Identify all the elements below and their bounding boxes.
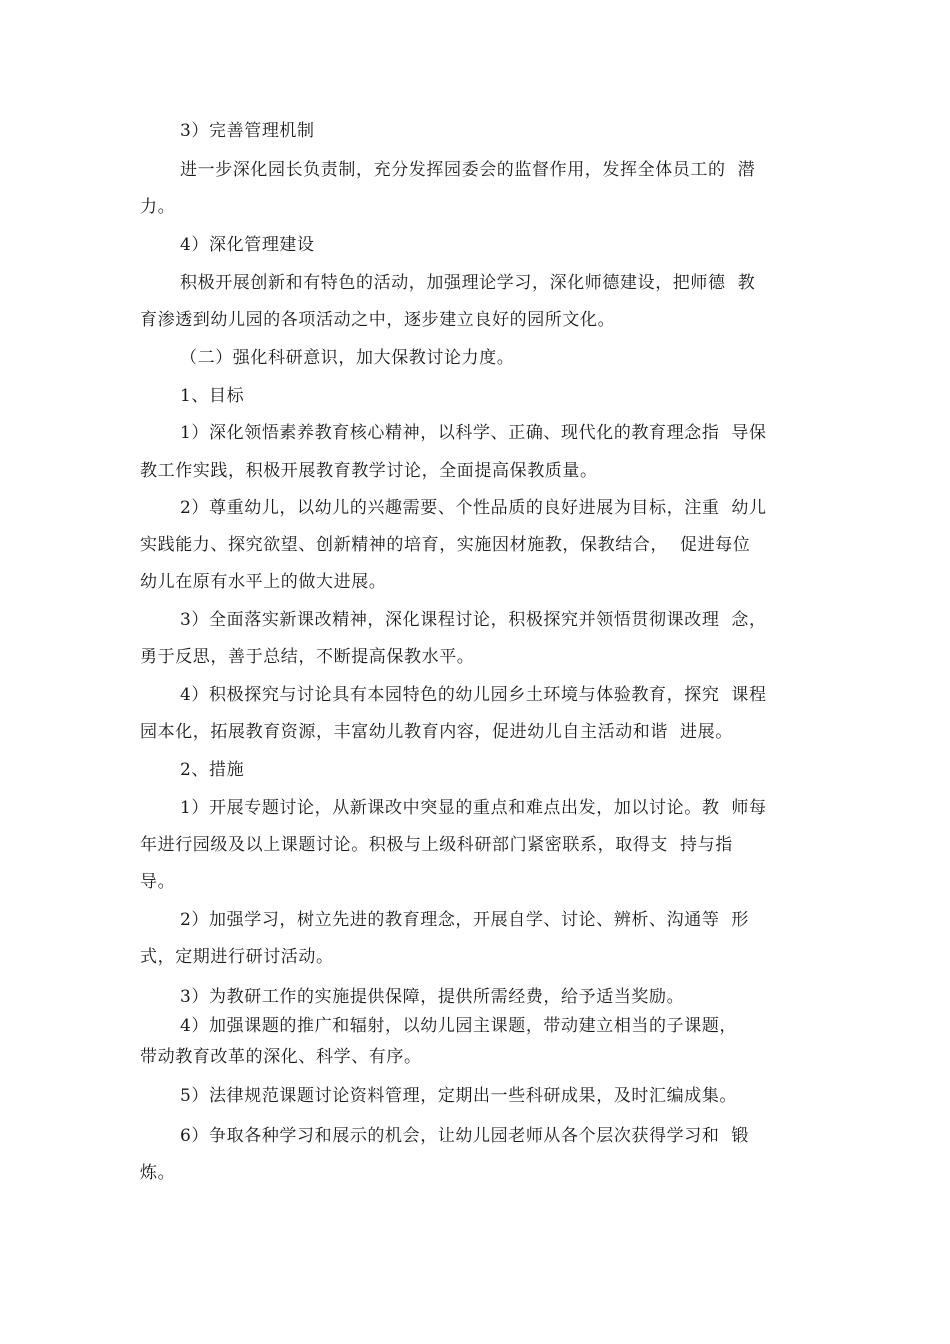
text-line: 教工作实践，积极开展教育教学讨论，全面提高保教质量。	[140, 461, 598, 481]
text-line: 力。	[140, 197, 176, 217]
text-line: 2）加强学习，树立先进的教育理念，开展自学、讨论、辨析、沟通等 形	[180, 910, 750, 930]
text-line: 式，定期进行研讨活动。	[140, 947, 334, 967]
text-line: 积极开展创新和有特色的活动，加强理论学习，深化师德建设，把师德 教	[180, 273, 756, 293]
text-line: 育渗透到幼儿园的各项活动之中，逐步建立良好的园所文化。	[140, 310, 616, 330]
text-line: 3）完善管理机制	[180, 121, 315, 141]
text-line: 1）深化领悟素养教育核心精神，以科学、正确、现代化的教育理念指 导保	[180, 423, 767, 443]
text-line: 3）为教研工作的实施提供保障，提供所需经费，给予适当奖励。	[180, 987, 685, 1007]
text-line: 勇于反思，善于总结，不断提高保教水平。	[140, 647, 475, 667]
text-line: 4）加强课题的推广和辐射，以幼儿园主课题，带动建立相当的子课题，	[180, 1016, 738, 1036]
text-line: 导。	[140, 872, 176, 892]
text-line: 年进行园级及以上课题讨论。积极与上级科研部门紧密联系，取得支 持与指	[140, 835, 733, 855]
text-line: 实践能力、探究欲望、创新精神的培育，实施因材施教，保教结合， 促进每位	[140, 535, 751, 555]
text-line: 5）法律规范课题讨论资料管理，定期出一些科研成果，及时汇编成集。	[180, 1086, 738, 1106]
text-line: 炼。	[140, 1163, 176, 1183]
text-line: 带动教育改革的深化、科学、有序。	[140, 1047, 422, 1067]
text-line: 4）积极探究与讨论具有本园特色的幼儿园乡土环境与体验教育，探究 课程	[180, 685, 767, 705]
text-line: 园本化，拓展教育资源，丰富幼儿教育内容，促进幼儿自主活动和谐 进展。	[140, 722, 733, 742]
subsection-heading: 2、措施	[180, 760, 245, 780]
text-line: 进一步深化园长负责制，充分发挥园委会的监督作用，发挥全体员工的 潜	[180, 160, 756, 180]
subsection-heading: 1、目标	[180, 386, 245, 406]
text-line: 幼儿在原有水平上的做大进展。	[140, 572, 387, 592]
text-line: 3）全面落实新课改精神，深化课程讨论，积极探究并领悟贯彻课改理 念，	[180, 610, 767, 630]
text-line: 4）深化管理建设	[180, 235, 315, 255]
text-line: 6）争取各种学习和展示的机会，让幼儿园老师从各个层次获得学习和 锻	[180, 1126, 750, 1146]
text-line: 1）开展专题讨论，从新课改中突显的重点和难点出发，加以讨论。教 师每	[180, 798, 767, 818]
text-line: 2）尊重幼儿，以幼儿的兴趣需要、个性品质的良好进展为目标，注重 幼儿	[180, 498, 767, 518]
section-heading: （二）强化科研意识，加大保教讨论力度。	[180, 348, 515, 368]
